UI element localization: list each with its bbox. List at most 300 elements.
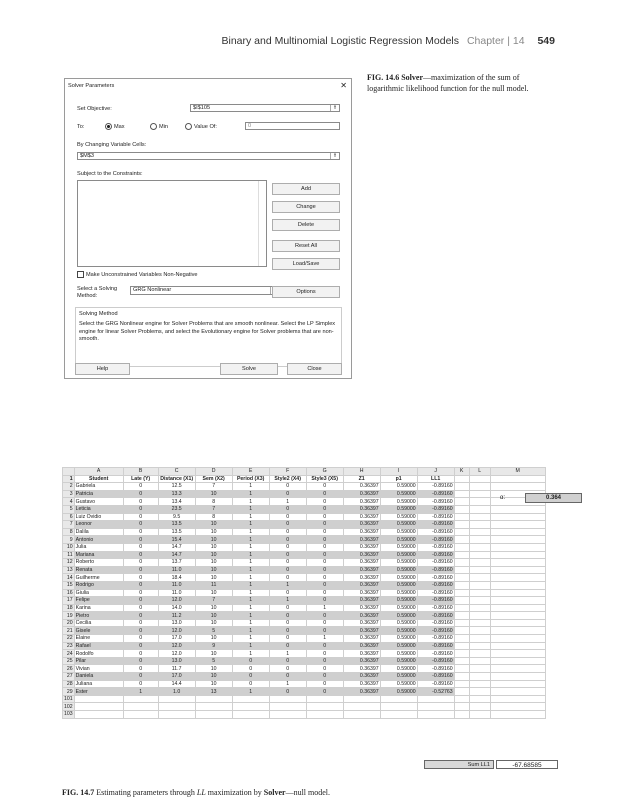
table-cell[interactable]: 0.36397 (343, 627, 380, 635)
table-cell[interactable]: -0.89160 (417, 597, 454, 605)
empty-cell[interactable] (454, 619, 469, 627)
table-cell[interactable]: -0.89160 (417, 612, 454, 620)
table-cell[interactable]: 10 (195, 589, 232, 597)
table-cell[interactable]: 1 (306, 604, 343, 612)
table-cell[interactable]: -0.89160 (417, 665, 454, 673)
col-letter[interactable]: G (306, 468, 343, 476)
empty-cell[interactable] (490, 536, 545, 544)
table-cell[interactable]: -0.89160 (417, 543, 454, 551)
empty-cell[interactable] (490, 551, 545, 559)
empty-cell[interactable] (454, 475, 469, 483)
table-cell[interactable]: 10 (195, 528, 232, 536)
table-cell[interactable]: 0.36397 (343, 635, 380, 643)
empty-cell[interactable] (306, 703, 343, 711)
table-cell[interactable]: 0 (269, 505, 306, 513)
empty-cell[interactable] (269, 703, 306, 711)
table-cell[interactable]: 10 (195, 521, 232, 529)
empty-cell[interactable] (490, 627, 545, 635)
empty-cell[interactable] (232, 711, 269, 719)
empty-cell[interactable] (195, 711, 232, 719)
table-cell[interactable]: -0.89160 (417, 642, 454, 650)
table-cell[interactable]: 0 (269, 627, 306, 635)
empty-cell[interactable] (469, 612, 490, 620)
empty-cell[interactable] (454, 551, 469, 559)
empty-cell[interactable] (454, 581, 469, 589)
table-cell[interactable]: 1 (269, 650, 306, 658)
table-cell[interactable]: -0.89160 (417, 490, 454, 498)
empty-cell[interactable] (454, 703, 469, 711)
table-cell[interactable]: 0 (269, 536, 306, 544)
table-cell[interactable]: 10 (195, 543, 232, 551)
table-cell[interactable]: -0.89160 (417, 657, 454, 665)
table-cell[interactable]: Giulia (74, 589, 123, 597)
column-header[interactable]: p1 (380, 475, 417, 483)
table-cell[interactable]: Antonio (74, 536, 123, 544)
table-cell[interactable]: 10 (195, 673, 232, 681)
empty-cell[interactable] (454, 688, 469, 696)
row-number[interactable]: 6 (63, 513, 75, 521)
empty-cell[interactable] (454, 513, 469, 521)
empty-cell[interactable] (490, 581, 545, 589)
table-cell[interactable]: Rodolfo (74, 650, 123, 658)
row-number[interactable]: 3 (63, 490, 75, 498)
table-cell[interactable]: 0.59000 (380, 559, 417, 567)
column-header[interactable]: LL1 (417, 475, 454, 483)
table-cell[interactable]: 0.36397 (343, 551, 380, 559)
empty-cell[interactable] (454, 536, 469, 544)
row-number[interactable]: 29 (63, 688, 75, 696)
row-number[interactable]: 4 (63, 498, 75, 506)
help-button[interactable]: Help (75, 363, 130, 375)
table-cell[interactable]: 0 (232, 680, 269, 688)
table-cell[interactable]: 0 (123, 521, 158, 529)
method-select[interactable] (130, 286, 280, 295)
table-cell[interactable]: 0 (269, 604, 306, 612)
empty-cell[interactable] (490, 642, 545, 650)
table-cell[interactable]: 0.36397 (343, 688, 380, 696)
table-cell[interactable]: 12.0 (158, 650, 195, 658)
empty-cell[interactable] (454, 711, 469, 719)
table-cell[interactable]: -0.89160 (417, 521, 454, 529)
row-number[interactable]: 15 (63, 581, 75, 589)
table-cell[interactable]: 0 (123, 597, 158, 605)
row-number[interactable]: 14 (63, 574, 75, 582)
empty-cell[interactable] (343, 695, 380, 703)
empty-cell[interactable] (469, 521, 490, 529)
table-cell[interactable]: 14.7 (158, 543, 195, 551)
empty-cell[interactable] (306, 711, 343, 719)
row-number[interactable]: 16 (63, 589, 75, 597)
table-cell[interactable]: 1 (269, 498, 306, 506)
empty-cell[interactable] (490, 521, 545, 529)
table-cell[interactable]: -0.89160 (417, 536, 454, 544)
table-cell[interactable]: Patricia (74, 490, 123, 498)
table-cell[interactable]: 1 (232, 490, 269, 498)
empty-cell[interactable] (454, 521, 469, 529)
alpha-value-cell[interactable]: 0.364 (525, 493, 582, 503)
table-cell[interactable]: 0.59000 (380, 665, 417, 673)
empty-cell[interactable] (123, 711, 158, 719)
table-cell[interactable]: 1.0 (158, 688, 195, 696)
empty-cell[interactable] (454, 635, 469, 643)
col-letter[interactable]: L (469, 468, 490, 476)
row-number[interactable]: 28 (63, 680, 75, 688)
table-cell[interactable]: 0 (306, 574, 343, 582)
table-cell[interactable]: 0 (123, 635, 158, 643)
table-cell[interactable]: 13.0 (158, 619, 195, 627)
table-cell[interactable]: -0.89160 (417, 673, 454, 681)
table-cell[interactable]: 0 (123, 566, 158, 574)
empty-cell[interactable] (195, 695, 232, 703)
table-cell[interactable]: 10 (195, 604, 232, 612)
table-cell[interactable]: 1 (232, 597, 269, 605)
empty-cell[interactable] (232, 703, 269, 711)
row-number[interactable]: 26 (63, 665, 75, 673)
table-cell[interactable]: 7 (195, 483, 232, 491)
empty-cell[interactable] (469, 627, 490, 635)
table-cell[interactable]: 0 (306, 566, 343, 574)
empty-cell[interactable] (490, 543, 545, 551)
table-cell[interactable]: 0 (123, 589, 158, 597)
table-cell[interactable]: 0.36397 (343, 581, 380, 589)
table-cell[interactable]: 0.59000 (380, 619, 417, 627)
table-cell[interactable]: 0 (123, 665, 158, 673)
empty-cell[interactable] (454, 680, 469, 688)
table-cell[interactable]: -0.89160 (417, 650, 454, 658)
table-cell[interactable]: 0 (269, 612, 306, 620)
empty-cell[interactable] (454, 543, 469, 551)
table-cell[interactable]: 0.59000 (380, 673, 417, 681)
table-cell[interactable]: -0.89160 (417, 627, 454, 635)
empty-cell[interactable] (469, 498, 490, 506)
table-cell[interactable]: 13.5 (158, 521, 195, 529)
delete-button[interactable]: Delete (272, 219, 340, 231)
row-number[interactable]: 23 (63, 642, 75, 650)
col-letter[interactable]: A (74, 468, 123, 476)
reset-all-button[interactable]: Reset All (272, 240, 340, 252)
empty-cell[interactable] (454, 559, 469, 567)
col-letter[interactable]: J (417, 468, 454, 476)
empty-cell[interactable] (380, 695, 417, 703)
empty-cell[interactable] (454, 505, 469, 513)
column-header[interactable]: Student (74, 475, 123, 483)
table-cell[interactable]: 0 (269, 642, 306, 650)
table-cell[interactable]: -0.89160 (417, 559, 454, 567)
empty-cell[interactable] (469, 483, 490, 491)
table-cell[interactable]: 0.59000 (380, 650, 417, 658)
table-cell[interactable]: 0.36397 (343, 559, 380, 567)
empty-cell[interactable] (469, 490, 490, 498)
empty-cell[interactable] (490, 680, 545, 688)
empty-cell[interactable] (123, 703, 158, 711)
row-number[interactable]: 19 (63, 612, 75, 620)
table-cell[interactable]: 1 (232, 642, 269, 650)
empty-cell[interactable] (454, 604, 469, 612)
table-cell[interactable]: Karina (74, 604, 123, 612)
empty-cell[interactable] (490, 650, 545, 658)
table-cell[interactable]: 0.59000 (380, 528, 417, 536)
table-cell[interactable]: 0 (306, 673, 343, 681)
table-cell[interactable]: 10 (195, 559, 232, 567)
table-cell[interactable]: 0 (123, 627, 158, 635)
table-cell[interactable]: 1 (232, 612, 269, 620)
empty-cell[interactable] (490, 657, 545, 665)
table-cell[interactable]: 8 (195, 498, 232, 506)
table-cell[interactable]: 0 (306, 513, 343, 521)
empty-cell[interactable] (454, 642, 469, 650)
empty-cell[interactable] (380, 711, 417, 719)
column-header[interactable]: Style3 (X5) (306, 475, 343, 483)
row-number[interactable]: 101 (64, 696, 73, 703)
table-cell[interactable]: 1 (232, 498, 269, 506)
col-letter[interactable]: C (158, 468, 195, 476)
table-cell[interactable]: 0 (306, 665, 343, 673)
empty-cell[interactable] (490, 711, 545, 719)
table-cell[interactable]: -0.89160 (417, 604, 454, 612)
empty-cell[interactable] (469, 711, 490, 719)
empty-cell[interactable] (417, 711, 454, 719)
table-cell[interactable]: Leonor (74, 521, 123, 529)
empty-cell[interactable] (469, 657, 490, 665)
table-cell[interactable]: -0.89160 (417, 635, 454, 643)
table-cell[interactable]: 11.0 (158, 581, 195, 589)
table-cell[interactable]: 0 (269, 566, 306, 574)
table-cell[interactable]: 10 (195, 566, 232, 574)
empty-cell[interactable] (454, 657, 469, 665)
table-cell[interactable]: 10 (195, 635, 232, 643)
table-cell[interactable]: 0.59000 (380, 513, 417, 521)
table-cell[interactable]: 1 (232, 566, 269, 574)
table-cell[interactable]: 10 (195, 551, 232, 559)
table-cell[interactable]: Dalila (74, 528, 123, 536)
close-icon[interactable]: ✕ (340, 81, 347, 90)
empty-cell[interactable] (469, 543, 490, 551)
table-cell[interactable]: 0.36397 (343, 665, 380, 673)
table-cell[interactable]: 18.4 (158, 574, 195, 582)
row-number[interactable]: 1 (63, 475, 75, 483)
row-number[interactable]: 8 (63, 528, 75, 536)
table-cell[interactable]: 0.36397 (343, 650, 380, 658)
empty-cell[interactable] (469, 566, 490, 574)
table-cell[interactable]: 13.7 (158, 559, 195, 567)
empty-cell[interactable] (469, 635, 490, 643)
table-cell[interactable]: 0.59000 (380, 521, 417, 529)
table-cell[interactable]: 0.59000 (380, 612, 417, 620)
empty-cell[interactable] (469, 650, 490, 658)
table-cell[interactable]: 0 (123, 619, 158, 627)
row-number[interactable]: 21 (63, 627, 75, 635)
table-cell[interactable]: 10 (195, 650, 232, 658)
table-cell[interactable]: 12.0 (158, 642, 195, 650)
table-cell[interactable]: -0.89160 (417, 581, 454, 589)
table-cell[interactable]: 0 (269, 521, 306, 529)
row-number[interactable]: 12 (63, 559, 75, 567)
empty-cell[interactable] (454, 650, 469, 658)
table-cell[interactable]: 0 (306, 627, 343, 635)
table-cell[interactable]: 0.36397 (343, 566, 380, 574)
row-number[interactable]: 5 (63, 505, 75, 513)
empty-cell[interactable] (454, 589, 469, 597)
table-cell[interactable]: Leticia (74, 505, 123, 513)
table-cell[interactable]: Pilar (74, 657, 123, 665)
empty-cell[interactable] (469, 475, 490, 483)
empty-cell[interactable] (490, 505, 545, 513)
table-cell[interactable]: 0 (123, 650, 158, 658)
table-cell[interactable]: 12.0 (158, 597, 195, 605)
table-cell[interactable]: 1 (232, 528, 269, 536)
table-cell[interactable]: 11.2 (158, 612, 195, 620)
table-cell[interactable]: 1 (269, 680, 306, 688)
empty-cell[interactable] (469, 642, 490, 650)
table-cell[interactable]: -0.89160 (417, 498, 454, 506)
empty-cell[interactable] (158, 711, 195, 719)
table-cell[interactable]: 0.36397 (343, 673, 380, 681)
empty-cell[interactable] (490, 635, 545, 643)
table-cell[interactable]: 1 (232, 574, 269, 582)
table-cell[interactable]: 1 (232, 559, 269, 567)
row-number[interactable]: 7 (63, 521, 75, 529)
row-number[interactable]: 25 (63, 657, 75, 665)
table-cell[interactable]: 0 (306, 521, 343, 529)
table-cell[interactable]: 0.59000 (380, 635, 417, 643)
row-number[interactable]: 18 (63, 604, 75, 612)
empty-cell[interactable] (469, 581, 490, 589)
table-cell[interactable]: 0.36397 (343, 680, 380, 688)
table-cell[interactable]: 1 (269, 581, 306, 589)
empty-cell[interactable] (490, 574, 545, 582)
empty-cell[interactable] (490, 703, 545, 711)
empty-cell[interactable] (469, 673, 490, 681)
table-cell[interactable]: 1 (232, 619, 269, 627)
min-radio[interactable] (150, 123, 168, 130)
table-cell[interactable]: 0.36397 (343, 574, 380, 582)
column-header[interactable]: Period (X3) (232, 475, 269, 483)
empty-cell[interactable] (469, 619, 490, 627)
table-cell[interactable]: 0 (306, 551, 343, 559)
table-cell[interactable]: 0.36397 (343, 612, 380, 620)
table-cell[interactable]: 0 (269, 574, 306, 582)
table-cell[interactable]: 0 (123, 574, 158, 582)
table-cell[interactable]: 11 (195, 581, 232, 589)
table-cell[interactable]: Gisele (74, 627, 123, 635)
empty-cell[interactable] (454, 612, 469, 620)
table-cell[interactable]: Luiz Ovidio (74, 513, 123, 521)
column-header[interactable]: Late (Y) (123, 475, 158, 483)
table-cell[interactable]: 0 (123, 551, 158, 559)
table-cell[interactable]: 0 (269, 543, 306, 551)
column-header[interactable]: Distance (X1) (158, 475, 195, 483)
empty-cell[interactable] (232, 695, 269, 703)
empty-cell[interactable] (454, 665, 469, 673)
table-cell[interactable]: 0.36397 (343, 642, 380, 650)
table-cell[interactable]: -0.89160 (417, 589, 454, 597)
table-cell[interactable]: 11.7 (158, 665, 195, 673)
table-cell[interactable]: Vivian (74, 665, 123, 673)
empty-cell[interactable] (490, 566, 545, 574)
table-cell[interactable]: 0.59000 (380, 589, 417, 597)
table-cell[interactable]: 0 (269, 635, 306, 643)
table-cell[interactable]: 0.59000 (380, 551, 417, 559)
table-cell[interactable]: 0.36397 (343, 589, 380, 597)
table-cell[interactable]: 12.5 (158, 483, 195, 491)
table-cell[interactable]: 0.59000 (380, 604, 417, 612)
empty-cell[interactable] (454, 483, 469, 491)
table-cell[interactable]: 0.36397 (343, 657, 380, 665)
table-cell[interactable]: 1 (232, 650, 269, 658)
table-cell[interactable]: Julia (74, 543, 123, 551)
table-cell[interactable]: Rodrigo (74, 581, 123, 589)
empty-cell[interactable] (490, 665, 545, 673)
empty-cell[interactable] (469, 505, 490, 513)
empty-cell[interactable] (490, 528, 545, 536)
value-of-input[interactable]: 0 (245, 122, 340, 130)
col-letter[interactable]: H (343, 468, 380, 476)
table-cell[interactable]: Renata (74, 566, 123, 574)
table-cell[interactable]: 1 (232, 543, 269, 551)
table-cell[interactable]: 0 (123, 483, 158, 491)
row-number[interactable]: 2 (63, 483, 75, 491)
empty-cell[interactable] (454, 673, 469, 681)
table-cell[interactable]: 1 (232, 536, 269, 544)
table-cell[interactable]: -0.89160 (417, 619, 454, 627)
table-cell[interactable]: Daniela (74, 673, 123, 681)
table-cell[interactable]: Elaine (74, 635, 123, 643)
table-cell[interactable]: 1 (232, 688, 269, 696)
empty-cell[interactable] (454, 695, 469, 703)
table-cell[interactable]: -0.89160 (417, 483, 454, 491)
row-number[interactable]: 20 (63, 619, 75, 627)
table-cell[interactable]: Cecilia (74, 619, 123, 627)
empty-cell[interactable] (469, 589, 490, 597)
col-letter[interactable]: D (195, 468, 232, 476)
table-cell[interactable]: 0 (269, 483, 306, 491)
max-radio[interactable] (105, 123, 125, 130)
table-cell[interactable]: 0.59000 (380, 657, 417, 665)
table-cell[interactable]: 0 (123, 536, 158, 544)
table-cell[interactable]: 0 (269, 665, 306, 673)
empty-cell[interactable] (490, 604, 545, 612)
table-cell[interactable]: 0.59000 (380, 688, 417, 696)
empty-cell[interactable] (454, 574, 469, 582)
table-cell[interactable]: 0.59000 (380, 680, 417, 688)
table-cell[interactable]: 0 (306, 657, 343, 665)
table-cell[interactable]: Guilherme (74, 574, 123, 582)
table-cell[interactable]: 0.59000 (380, 566, 417, 574)
empty-cell[interactable] (469, 680, 490, 688)
table-cell[interactable]: Mariana (74, 551, 123, 559)
table-cell[interactable]: 0 (232, 657, 269, 665)
table-cell[interactable]: 0 (123, 528, 158, 536)
col-letter[interactable]: B (123, 468, 158, 476)
table-cell[interactable]: 11.0 (158, 589, 195, 597)
table-cell[interactable]: 0 (306, 642, 343, 650)
table-cell[interactable]: 0.59000 (380, 642, 417, 650)
table-cell[interactable]: 11.0 (158, 566, 195, 574)
table-cell[interactable]: 14.7 (158, 551, 195, 559)
table-cell[interactable]: 0 (269, 589, 306, 597)
table-cell[interactable]: 1 (232, 521, 269, 529)
empty-cell[interactable] (123, 695, 158, 703)
table-cell[interactable]: 0 (123, 505, 158, 513)
table-cell[interactable]: 1 (232, 635, 269, 643)
empty-cell[interactable] (490, 475, 545, 483)
solve-button[interactable]: Solve (220, 363, 278, 375)
table-cell[interactable]: 0 (306, 619, 343, 627)
table-cell[interactable]: 0 (269, 528, 306, 536)
table-cell[interactable]: 10 (195, 680, 232, 688)
table-cell[interactable]: 1 (123, 688, 158, 696)
add-button[interactable]: Add (272, 183, 340, 195)
